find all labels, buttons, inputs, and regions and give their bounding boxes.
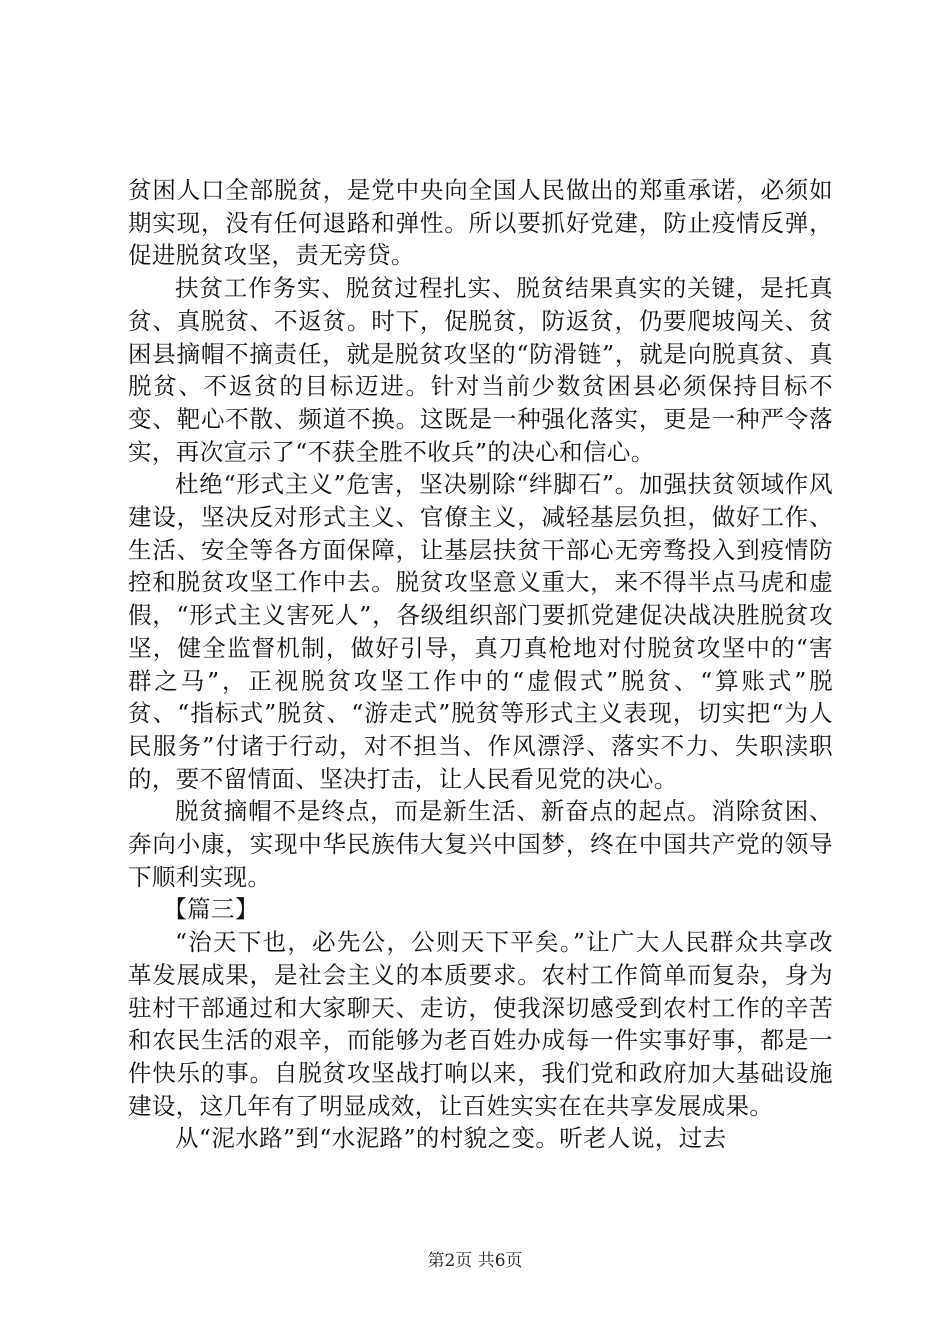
document-body [128,174,833,1155]
paragraph-continuation: 贫困人口全部脱贫，是党中央向全国人民做出的郑重承诺，必须如期实现，没有任何退路和弹性。所以要抓好党建，防止疫情反弹，促进脱贫攻坚，责无旁贷。 [128,176,833,270]
paragraph-shared-development: “治天下也，必先公，公则天下平矣。”让广大人民群众共享改革发展成果，是社会主义的本质要求。农村工作简单而复杂，身为驻村干部通过和大家聊天、走访，使我深切感受到农村工作的辛苦和农民生活的艰辛，而能够为老百姓办成每一件实事好事，都是一件快乐的事。自脱贫攻坚战打响以来，我们党和政府加大基础设施建设，这几年有了明显成效，让百姓实实在在共享发展成果。 [128,928,833,1120]
page-footer: 第2页 共6页 [427,1251,523,1271]
paragraph-road-change: 从“泥水路”到“水泥路”的村貌之变。听老人说，过去 [175,1124,727,1153]
paragraph-new-starting-point: 脱贫摘帽不是终点，而是新生活、新奋点的起点。消除贫困、奔向小康，实现中华民族伟大复兴中国梦，终在中国共产党的领导下顺利实现。 [128,797,833,891]
paragraph-poverty-relief-keys: 扶贫工作务实、脱贫过程扎实、脱贫结果真实的关键，是托真贫、真脱贫、不返贫。时下，促脱贫，防返贫，仍要爬坡闯关、贫困县摘帽不摘责任，就是脱贫攻坚的“防滑链”，就是向脱真贫、真脱贫、不返贫的目标迈进。针对当前少数贫困县必须保持目标不变、靶心不散、频道不换。这既是一种强化落实，更是一种严令落实，再次宣示了“不获全胜不收兵”的决心和信心。 [128,274,833,466]
section-heading: 【篇三】 [163,895,259,924]
paragraph-anti-formalism: 杜绝“形式主义”危害，坚决剔除“绊脚石”。加强扶贫领域作风建设，坚决反对形式主义、官僚主义，减轻基层负担，做好工作、生活、安全等各方面保障，让基层扶贫干部心无旁骛投入到疫情防控和脱贫攻坚工作中去。脱贫攻坚意义重大，来不得半点马虎和虚假，“形式主义害死人”，各级组织部门要抓党建促决战决胜脱贫攻坚，健全监督机制，做好引导，真刀真枪地对付脱贫攻坚中的“害群之马”，正视脱贫攻坚工作中的“虚假式”脱贫、“算账式”脱贫、“指标式”脱贫、“游走式”脱贫等形式主义表现，切实把“为人民服务”付诸于行动，对不担当、作风漂浮、落实不力、失职渎职的，要不留情面、坚决打击，让人民看见党的决心。 [128,470,833,793]
